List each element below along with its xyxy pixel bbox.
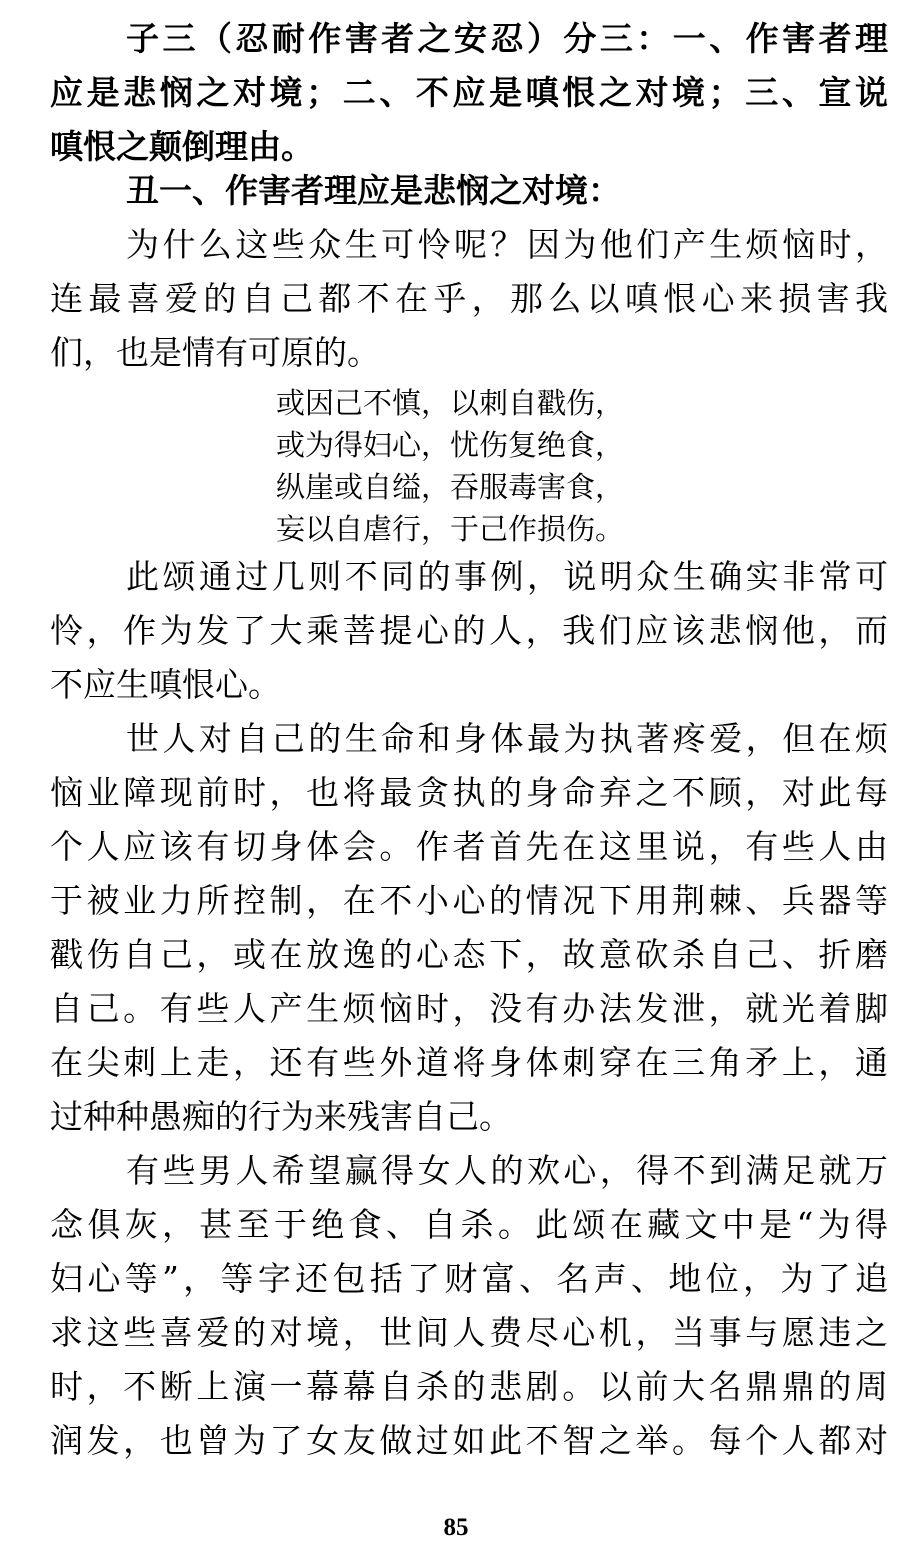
paragraph-4-line-6: 润发，也曾为了女友做过如此不智之举。每个人都对 [50, 1421, 888, 1460]
paragraph-1-line-1: 为什么这些众生可怜呢？因为他们产生烦恼时， [126, 225, 888, 264]
section-heading-line-1: 子三（忍耐作害者之安忍）分三：一、作害者理 [126, 19, 888, 58]
paragraph-4-line-2: 念俱灰，甚至于绝食、自杀。此颂在藏文中是“为得 [50, 1205, 888, 1244]
paragraph-3-line-5: 戳伤自己，或在放逸的心态下，故意砍杀自己、折磨 [50, 935, 888, 974]
paragraph-4-line-4: 求这些喜爱的对境，世间人费尽心机，当事与愿违之 [50, 1313, 888, 1352]
page-body [50, 0, 888, 1559]
paragraph-3-line-6: 自己。有些人产生烦恼时，没有办法发泄，就光着脚 [50, 989, 888, 1028]
verse-line-3: 纵崖或自缢，吞服毒害食， [276, 470, 625, 504]
paragraph-4-line-1: 有些男人希望赢得女人的欢心，得不到满足就万 [126, 1151, 888, 1190]
paragraph-2-line-2: 怜，作为发了大乘菩提心的人，我们应该悲悯他，而 [50, 611, 888, 650]
page-number: 85 [443, 1514, 469, 1541]
paragraph-2-line-3: 不应生嗔恨心。 [50, 665, 281, 704]
paragraph-2-line-1: 此颂通过几则不同的事例，说明众生确实非常可 [126, 557, 888, 596]
paragraph-4-line-5: 时，不断上演一幕幕自杀的悲剧。以前大名鼎鼎的周 [50, 1367, 888, 1406]
verse-line-1: 或因己不慎，以刺自戳伤， [276, 386, 625, 420]
paragraph-1-line-3: 们，也是情有可原的。 [50, 333, 380, 372]
paragraph-3-line-2: 恼业障现前时，也将最贪执的身命弃之不顾，对此每 [50, 773, 888, 812]
section-heading-line-3: 嗔恨之颠倒理由。 [50, 127, 314, 166]
paragraph-3-line-8: 过种种愚痴的行为来残害自己。 [50, 1097, 512, 1136]
verse-line-4: 妄以自虐行，于己作损伤。 [276, 512, 625, 546]
paragraph-3-line-4: 于被业力所控制，在不小心的情况下用荆棘、兵器等 [50, 881, 888, 920]
paragraph-4-line-3: 妇心等”，等字还包括了财富、名声、地位，为了追 [50, 1259, 888, 1298]
section-heading-line-2: 应是悲悯之对境；二、不应是嗔恨之对境；三、宣说 [50, 73, 888, 112]
paragraph-1-line-2: 连最喜爱的自己都不在乎，那么以嗔恨心来损害我 [50, 279, 888, 318]
subsection-heading: 丑一、作害者理应是悲悯之对境： [126, 171, 621, 210]
paragraph-3-line-1: 世人对自己的生命和身体最为执著疼爱，但在烦 [126, 719, 888, 758]
verse-line-2: 或为得妇心，忧伤复绝食， [276, 428, 625, 462]
paragraph-3-line-7: 在尖刺上走，还有些外道将身体刺穿在三角矛上，通 [50, 1043, 888, 1082]
paragraph-3-line-3: 个人应该有切身体会。作者首先在这里说，有些人由 [50, 827, 888, 866]
